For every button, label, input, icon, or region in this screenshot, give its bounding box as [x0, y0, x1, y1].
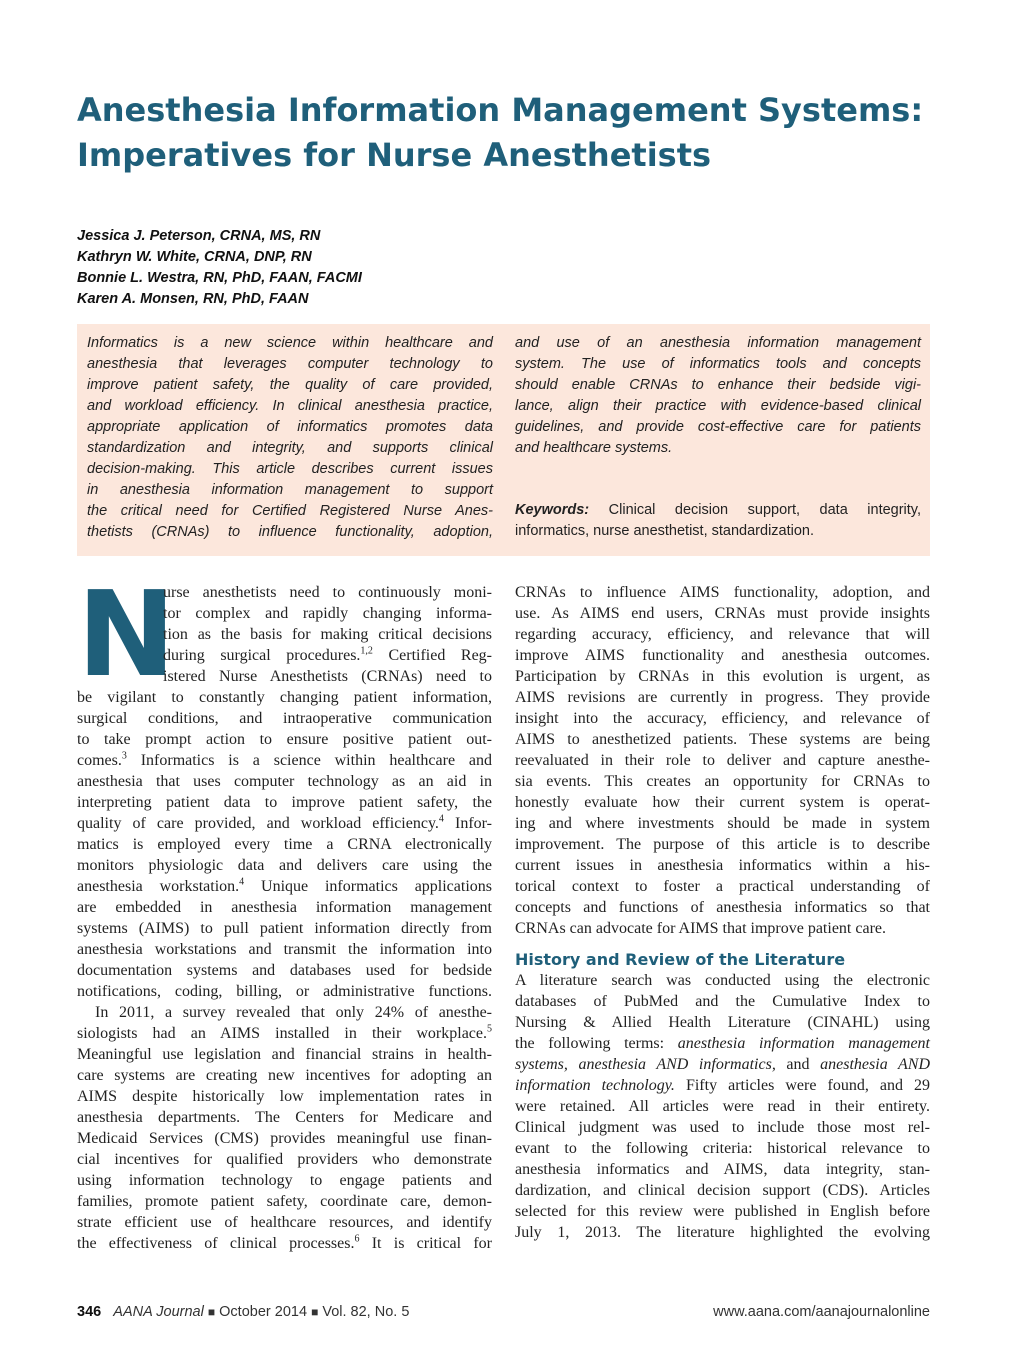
body-line: use. As AIMS end users, CRNAs must provide insights: [515, 605, 930, 622]
body-line: interpreting patient data to improve patient safety, the: [77, 794, 492, 811]
drop-cap: N: [77, 565, 176, 703]
keywords-text-1: Clinical decision support, data integrity,: [608, 502, 922, 518]
body-text: Infor-: [443, 815, 492, 832]
abstract-line: appropriate application of informatics promotes data: [87, 419, 493, 435]
body-line: anesthesia that uses computer technology as an aid in: [77, 773, 492, 790]
abstract-line: should enable CRNAs to enhance their bedside vigi-: [515, 377, 921, 393]
search-term: anesthesia AND: [820, 1056, 930, 1073]
citation: 1,2: [360, 645, 373, 657]
body-line: torical context to foster a practical understanding of: [515, 878, 930, 895]
title-line-2: Imperatives for Nurse Anesthetists: [77, 136, 712, 174]
body-line: Participation by CRNAs in this evolution is urgent, as: [515, 668, 930, 685]
search-term: anesthesia information management: [677, 1035, 930, 1052]
body-line: [77, 750, 492, 771]
keywords-label: Keywords:: [515, 502, 590, 518]
body-text: the following terms:: [515, 1035, 678, 1052]
body-line: improvement. The purpose of this article is to describe: [515, 836, 930, 853]
body-line: anesthesia informatics and AIMS, data integrity, stan-: [515, 1161, 930, 1178]
body-line: July 1, 2013. The literature highlighted the evolving: [515, 1224, 930, 1241]
body-text: quality of care provided, and workload efficiency.: [77, 815, 439, 832]
body-line: [515, 1033, 930, 1054]
body-line: tor complex and rapidly changing informa-: [163, 605, 492, 622]
page-footer: [77, 1304, 930, 1324]
body-line: Clinical judgment was used to include those most rel-: [515, 1119, 930, 1136]
body-line: regarding accuracy, efficiency, and relevance that will: [515, 626, 930, 643]
body-line: [515, 1054, 930, 1075]
body-text: It is critical for: [359, 1235, 492, 1252]
body-line: Medicaid Services (CMS) provides meaningful use finan-: [77, 1130, 492, 1147]
keywords-line-2: informatics, nurse anesthetist, standardization.: [515, 523, 815, 539]
body-line: concepts and functions of anesthesia informatics so that: [515, 899, 930, 916]
volume-issue: Vol. 82, No. 5: [322, 1304, 410, 1320]
body-line: urse anesthetists need to continuously moni-: [163, 584, 492, 601]
body-line: AIMS to anesthetized patients. These systems are being: [515, 731, 930, 748]
citation: 5: [487, 1023, 492, 1035]
author-name: Kathryn W. White, CRNA, DNP, RN: [77, 249, 312, 265]
section-heading: History and Review of the Literature: [515, 950, 846, 969]
body-line: [77, 813, 492, 834]
body-line: In 2011, a survey revealed that only 24% of anesthe-: [95, 1004, 492, 1021]
abstract-line: lance, align their practice with evidence-based clinical: [515, 398, 921, 414]
abstract-line: system. The use of informatics tools and concepts: [515, 356, 921, 372]
body-right-column: [515, 582, 930, 1243]
abstract-line: anesthesia that leverages computer technology to: [87, 356, 493, 372]
search-term: systems, anesthesia AND informatics,: [515, 1056, 776, 1073]
body-text: Informatics is a science within healthcare and: [126, 752, 492, 769]
body-line: databases of PubMed and the Cumulative Index to: [515, 993, 930, 1010]
body-line: [77, 1233, 492, 1254]
body-line: families, promote patient safety, coordinate care, demon-: [77, 1193, 492, 1210]
abstract-line: and workload efficiency. In clinical anesthesia practice,: [87, 398, 493, 414]
author-name: Karen A. Monsen, RN, PhD, FAAN: [77, 291, 309, 307]
body-line: selected for this review were published in English before: [515, 1203, 930, 1220]
search-term: information technology.: [515, 1077, 675, 1094]
body-line: reevaluated in their role to deliver and capture anesthe-: [515, 752, 930, 769]
body-text: Certified Reg-: [372, 647, 492, 664]
body-line: [77, 876, 492, 897]
body-line: istered Nurse Anesthetists (CRNAs) need to: [163, 668, 492, 685]
title-line-1: Anesthesia Information Management Systems:: [77, 91, 924, 129]
body-line: current issues in anesthesia informatics within a his-: [515, 857, 930, 874]
abstract-box: [77, 324, 930, 556]
body-line: using information technology to engage patients and: [77, 1172, 492, 1189]
keywords-line-1: [515, 500, 921, 521]
author-list: [77, 226, 362, 310]
body-line: anesthesia departments. The Centers for Medicare and: [77, 1109, 492, 1126]
article-title: [77, 88, 957, 178]
body-line: honestly evaluate how their current system is operat-: [515, 794, 930, 811]
abstract-right-column: [515, 333, 921, 459]
body-line: to take prompt action to ensure positive patient out-: [77, 731, 492, 748]
page-number: 346: [77, 1304, 102, 1320]
body-line: evant to the following criteria: historical relevance to: [515, 1140, 930, 1157]
body-line: strate efficient use of healthcare resources, and identify: [77, 1214, 492, 1231]
body-text: anesthesia workstation.: [77, 878, 240, 895]
abstract-line: decision-making. This article describes current issues: [87, 461, 493, 477]
body-line: AIMS despite historically low implementation rates in: [77, 1088, 492, 1105]
citation: 4: [239, 876, 245, 888]
abstract-line: improve patient safety, the quality of care provided,: [87, 377, 493, 393]
body-line: CRNAs to influence AIMS functionality, adoption, and: [515, 584, 930, 601]
abstract-line: the critical need for Certified Registered Nurse Anes-: [87, 503, 493, 519]
body-line: improve AIMS functionality and anesthesia outcomes.: [515, 647, 930, 664]
body-line: Meaningful use legislation and financial strains in health-: [77, 1046, 492, 1063]
body-line: Nursing & Allied Health Literature (CINAHL) using: [515, 1014, 930, 1031]
body-line: systems (AIMS) to pull patient information directly from: [77, 920, 492, 937]
abstract-line: and use of an anesthesia information management: [515, 335, 921, 351]
body-text: Fifty articles were found, and 29: [674, 1077, 931, 1094]
body-line: [77, 1023, 492, 1044]
body-line: insight into the accuracy, efficiency, and relevance of: [515, 710, 930, 727]
body-line: dardization, and clinical decision support (CDS). Articles: [515, 1182, 930, 1199]
body-line: surgical conditions, and intraoperative communication: [77, 710, 492, 727]
bullet-icon: ■: [311, 1305, 319, 1319]
body-line: cial incentives for qualified providers who demonstrate: [77, 1151, 492, 1168]
abstract-left-column: [87, 333, 493, 543]
body-line: notifications, coding, billing, or administrative functions.: [77, 983, 492, 1000]
abstract-line: guidelines, and provide cost-effective care for patients: [515, 419, 921, 435]
body-line: documentation systems and databases used for bedside: [77, 962, 492, 979]
body-line: were retained. All articles were read in their entirety.: [515, 1098, 930, 1115]
abstract-line: Informatics is a new science within healthcare and: [87, 335, 493, 351]
citation: 6: [354, 1233, 360, 1245]
abstract-line: standardization and integrity, and supports clinical: [87, 440, 493, 456]
citation: 3: [121, 750, 127, 762]
footer-citation: [77, 1304, 409, 1320]
body-line: AIMS revisions are currently in progress. They provide: [515, 689, 930, 706]
body-text: the effectiveness of clinical processes.: [77, 1235, 355, 1252]
body-line: tion as the basis for making critical decisions: [163, 626, 492, 643]
body-left-column: [77, 565, 493, 1254]
body-text: during surgical procedures.: [163, 647, 361, 664]
body-line: monitors physiologic data and delivers care using the: [77, 857, 492, 874]
body-text: Unique informatics applications: [244, 878, 493, 895]
body-line: CRNAs can advocate for AIMS that improve patient care.: [515, 920, 886, 937]
body-line: [77, 645, 492, 666]
body-text: siologists had an AIMS installed in their workplace.: [77, 1025, 487, 1042]
body-line: be vigilant to constantly changing patient information,: [77, 689, 492, 706]
author-name: Bonnie L. Westra, RN, PhD, FAAN, FACMI: [77, 270, 362, 286]
keywords: [515, 500, 921, 542]
citation: 4: [438, 813, 444, 825]
body-line: sia events. This creates an opportunity for CRNAs to: [515, 773, 930, 790]
abstract-line: thetists (CRNAs) to influence functionality, adoption,: [87, 524, 493, 540]
abstract-line: and healthcare systems.: [515, 440, 673, 456]
body-line: care systems are creating new incentives for adopting an: [77, 1067, 492, 1084]
body-line: matics is employed every time a CRNA electronically: [77, 836, 492, 853]
body-line: A literature search was conducted using the electronic: [515, 972, 930, 989]
journal-name: AANA Journal: [113, 1304, 204, 1320]
bullet-icon: ■: [207, 1305, 216, 1319]
body-line: are embedded in anesthesia information management: [77, 899, 492, 916]
body-line: anesthesia workstations and transmit the information into: [77, 941, 492, 958]
body-line: ing and where investments should be made in system: [515, 815, 930, 832]
body-text: and: [775, 1056, 821, 1073]
journal-url[interactable]: www.aana.com/aanajournalonline: [713, 1304, 930, 1320]
body-line: [515, 1075, 930, 1096]
issue-date: October 2014: [219, 1304, 308, 1320]
abstract-line: in anesthesia information management to support: [87, 482, 493, 498]
author-name: Jessica J. Peterson, CRNA, MS, RN: [77, 228, 321, 244]
section-spacer: [515, 939, 930, 943]
body-text: comes.: [77, 752, 122, 769]
